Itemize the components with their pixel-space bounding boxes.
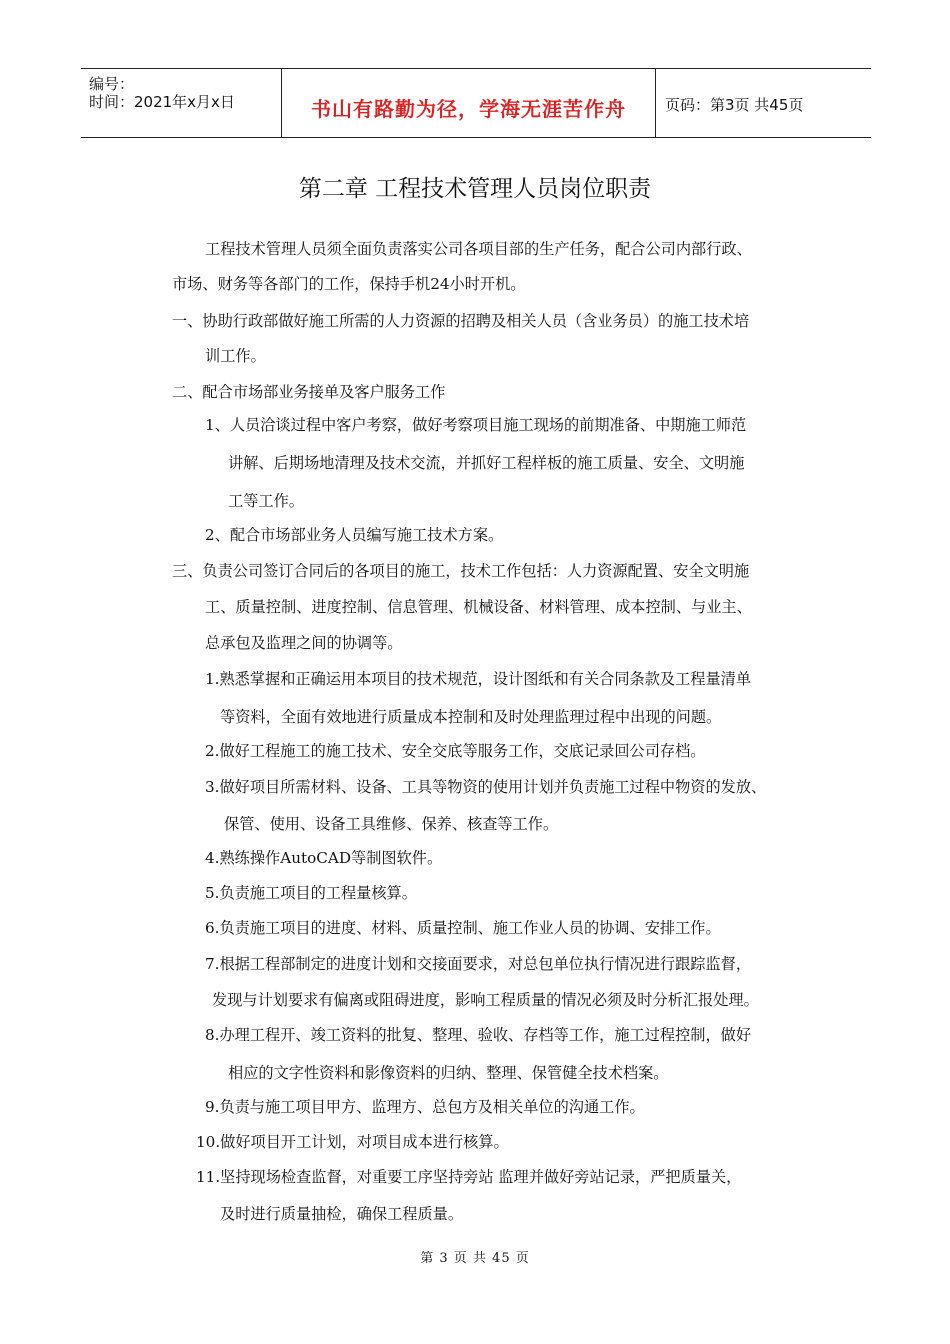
paragraph-line: 2.做好工程施工的施工技术、安全交底等服务工作，交底记录回公司存档。 [205,742,706,760]
paragraph-line: 工等工作。 [228,492,304,510]
paragraph-line: 1、人员洽谈过程中客户考察，做好考察项目施工现场的前期准备、中期施工师范 [205,416,747,434]
paragraph-line: 三、负责公司签订合同后的各项目的施工，技术工作包括：人力资源配置、安全文明施 [172,562,750,580]
number-label: 编号： [89,75,135,93]
motto-text: 书山有路勤为径，学海无涯苦作舟 [311,97,626,121]
paragraph-line: 及时进行质量抽检，确保工程质量。 [220,1205,463,1223]
date-line: 时间：2021年x月x日 [89,93,235,111]
paragraph-line: 11.坚持现场检查监督，对重要工序坚持旁站 监理并做好旁站记录，严把质量关， [196,1168,742,1186]
paragraph-line: 8.办理工程开、竣工资料的批复、整理、验收、存档等工作，施工过程控制，做好 [205,1026,752,1044]
paragraph-line: 相应的文字性资料和影像资料的归纳、整理、保管健全技术档案。 [228,1064,669,1082]
paragraph-line: 工程技术管理人员须全面负责落实公司各项目部的生产任务，配合公司内部行政、 [205,240,752,258]
paragraph-line: 训工作。 [205,347,266,365]
header-info-cell [81,69,281,137]
header-table [81,68,871,138]
page-code: 页码：第3页 共45页 [665,96,804,114]
paragraph-line: 等资料，全面有效地进行质量成本控制和及时处理监理过程中出现的问题。 [220,708,722,726]
paragraph-line: 4.熟练操作AutoCAD等制图软件。 [205,849,443,867]
paragraph-line: 总承包及监理之间的协调等。 [205,634,403,652]
paragraph-line: 2、配合市场部业务人员编写施工技术方案。 [205,526,504,544]
paragraph-line: 7.根据工程部制定的进度计划和交接面要求，对总包单位执行情况进行跟踪监督， [205,955,752,973]
header-page-cell [655,69,871,137]
paragraph-line: 9.负责与施工项目甲方、监理方、总包方及相关单位的沟通工作。 [205,1098,645,1116]
paragraph-line: 6.负责施工项目的进度、材料、质量控制、施工作业人员的协调、安排工作。 [205,919,721,937]
paragraph-line: 一、协助行政部做好施工所需的人力资源的招聘及相关人员（含业务员）的施工技术培 [172,312,750,330]
paragraph-line: 二、配合市场部业务接单及客户服务工作 [172,383,446,401]
paragraph-line: 5.负责施工项目的工程量核算。 [205,884,417,902]
paragraph-line: 3.做好项目所需材料、设备、工具等物资的使用计划并负责施工过程中物资的发放、 [205,778,767,796]
paragraph-line: 10.做好项目开工计划，对项目成本进行核算。 [196,1133,509,1151]
paragraph-line: 工、质量控制、进度控制、信息管理、机械设备、材料管理、成本控制、与业主、 [205,598,752,616]
paragraph-line: 讲解、后期场地清理及技术交流，并抓好工程样板的施工质量、安全、文明施 [228,454,745,472]
paragraph-line: 保管、使用、设备工具维修、保养、核查等工作。 [224,815,559,833]
chapter-title: 第二章 工程技术管理人员岗位职责 [298,176,652,202]
paragraph-line: 发现与计划要求有偏离或阻碍进度，影响工程质量的情况必须及时分析汇报处理。 [212,991,759,1009]
paragraph-line: 市场、财务等各部门的工作，保持手机24小时开机。 [172,275,526,293]
page-footer: 第 3 页 共 45 页 [420,1251,530,1266]
paragraph-line: 1.熟悉掌握和正确运用本项目的技术规范，设计图纸和有关合同条款及工程量清单 [205,670,752,688]
header-motto-cell [281,69,656,137]
